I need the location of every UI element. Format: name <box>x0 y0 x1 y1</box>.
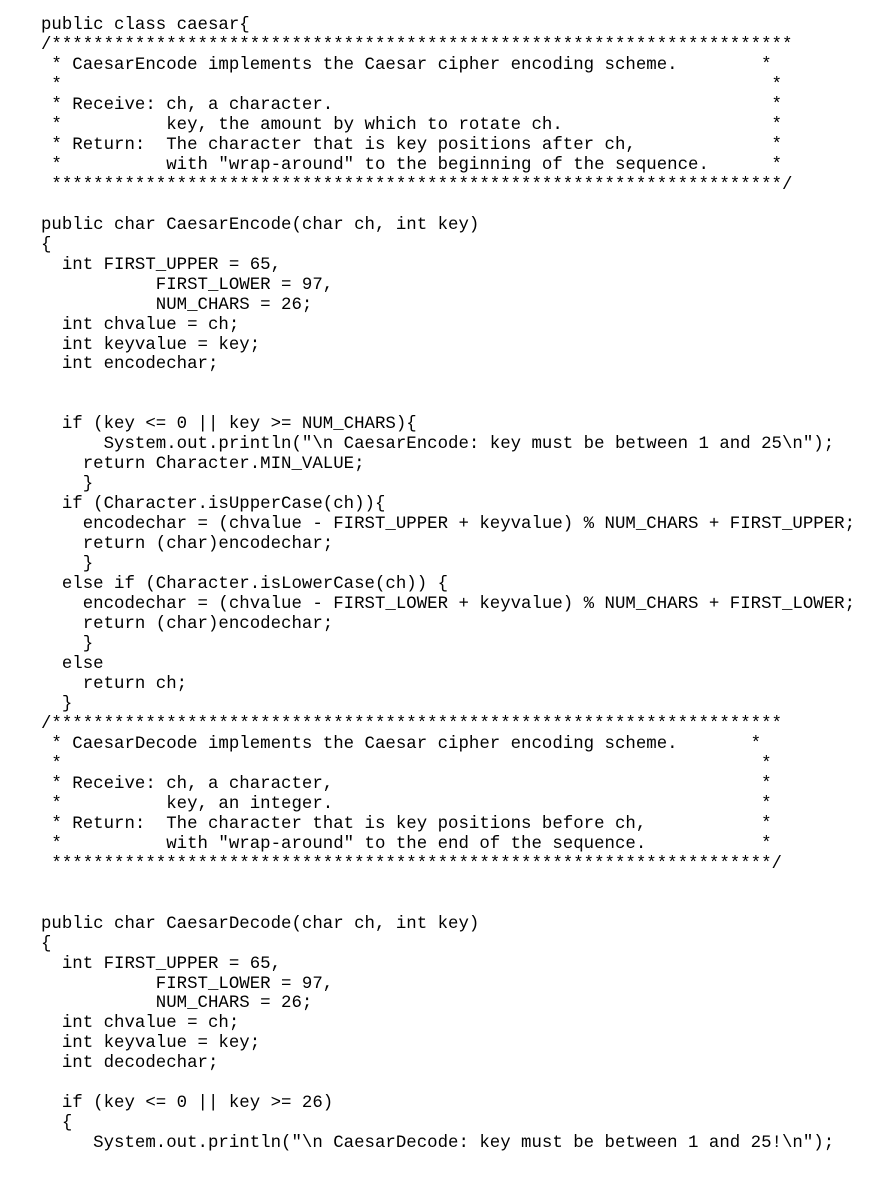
code-line: int FIRST_UPPER = 65, <box>41 255 282 275</box>
code-line: System.out.println("\n CaesarEncode: key must be between 1 and 25\n"); <box>41 435 835 455</box>
code-line: /********************************************************************** <box>41 714 782 734</box>
code-line: FIRST_LOWER = 97, <box>41 275 334 295</box>
code-line: int chvalue = ch; <box>41 1014 240 1034</box>
code-line: } <box>41 475 94 495</box>
code-line: *********************************************************************/ <box>41 854 782 874</box>
code-line: } <box>41 555 94 575</box>
code-line: int FIRST_UPPER = 65, <box>41 954 282 974</box>
code-line: public char CaesarEncode(char ch, int key) <box>41 215 480 235</box>
code-line: { <box>41 1114 73 1134</box>
code-line: * CaesarDecode implements the Caesar cipher encoding scheme. * <box>41 734 762 754</box>
code-line: } <box>41 694 73 714</box>
code-line: * with "wrap-around" to the beginning of the sequence. * <box>41 155 782 175</box>
code-line: if (Character.isUpperCase(ch)){ <box>41 495 386 515</box>
code-line: * Return: The character that is key positions before ch, * <box>41 814 772 834</box>
code-line: int keyvalue = key; <box>41 1034 261 1054</box>
code-line <box>41 895 855 915</box>
code-line: * * <box>41 754 772 774</box>
code-line: return (char)encodechar; <box>41 615 334 635</box>
code-line: * Receive: ch, a character, * <box>41 774 772 794</box>
code-listing <box>41 16 855 1154</box>
code-line: * with "wrap-around" to the end of the sequence. * <box>41 834 772 854</box>
code-line: encodechar = (chvalue - FIRST_LOWER + keyvalue) % NUM_CHARS + FIRST_LOWER; <box>41 595 856 615</box>
code-line: public class caesar{ <box>41 16 250 35</box>
code-line: * Return: The character that is key positions after ch, * <box>41 135 782 155</box>
code-line: NUM_CHARS = 26; <box>41 295 313 315</box>
code-line: * key, the amount by which to rotate ch. * <box>41 115 782 135</box>
code-line <box>41 196 855 216</box>
code-line: else if (Character.isLowerCase(ch)) { <box>41 575 449 595</box>
code-line: if (key <= 0 || key >= 26) <box>41 1094 334 1114</box>
code-line: return (char)encodechar; <box>41 535 334 555</box>
code-line: * key, an integer. * <box>41 794 772 814</box>
code-line: **********************************************************************/ <box>41 175 793 195</box>
code-line: * Receive: ch, a character. * <box>41 95 782 115</box>
code-line <box>41 375 855 395</box>
code-line <box>41 395 855 415</box>
code-line: } <box>41 635 94 655</box>
code-line: return Character.MIN_VALUE; <box>41 455 365 475</box>
code-line <box>41 1074 855 1094</box>
code-line: int encodechar; <box>41 355 219 375</box>
code-line: int decodechar; <box>41 1054 219 1074</box>
code-line: return ch; <box>41 674 188 694</box>
code-line: public char CaesarDecode(char ch, int key) <box>41 914 480 934</box>
code-line: FIRST_LOWER = 97, <box>41 974 334 994</box>
code-line: { <box>41 235 52 255</box>
code-line: * * <box>41 75 782 95</box>
code-line: encodechar = (chvalue - FIRST_UPPER + keyvalue) % NUM_CHARS + FIRST_UPPER; <box>41 515 856 535</box>
code-line: else <box>41 655 104 674</box>
code-line: * CaesarEncode implements the Caesar cipher encoding scheme. * <box>41 55 772 75</box>
code-line: { <box>41 934 52 954</box>
code-line: /*********************************************************************** <box>41 35 793 55</box>
code-line: int chvalue = ch; <box>41 315 240 335</box>
code-line: int keyvalue = key; <box>41 335 261 355</box>
code-line: NUM_CHARS = 26; <box>41 994 313 1014</box>
code-line: if (key <= 0 || key >= NUM_CHARS){ <box>41 415 417 435</box>
code-line: System.out.println("\n CaesarDecode: key must be between 1 and 25!\n"); <box>41 1134 835 1154</box>
code-line <box>41 875 855 895</box>
